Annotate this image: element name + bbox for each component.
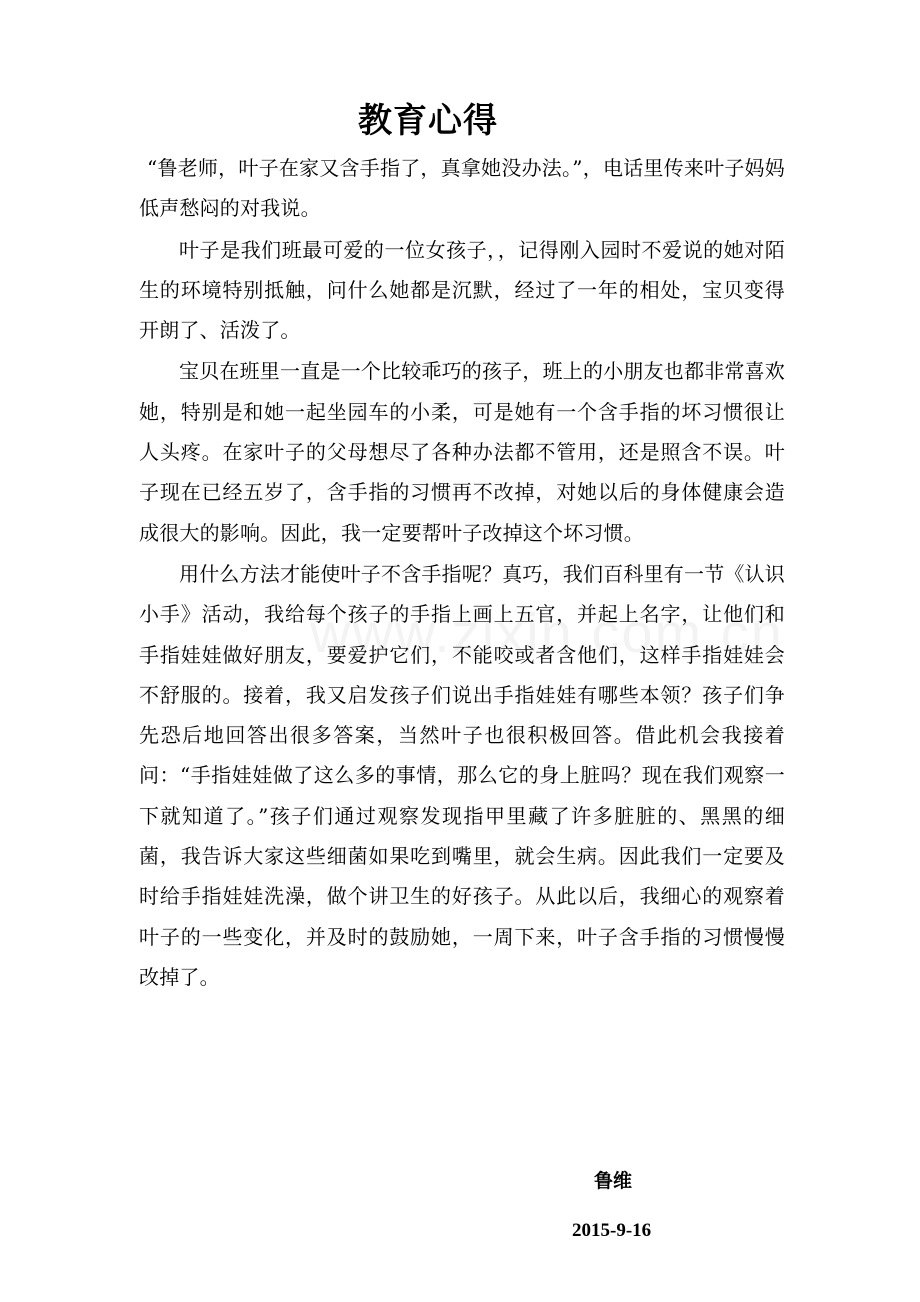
paragraph: “鲁老师，叶子在家又含手指了，真拿她没办法。”，电话里传来叶子妈妈低声愁闷的对我说。: [139, 156, 785, 221]
paragraph: 叶子是我们班最可爱的一位女孩子，，记得刚入园时不爱说的她对陌生的环境特别抵触，问什么她都是沉默，经过了一年的相处，宝贝变得开朗了、活泼了。: [139, 237, 785, 343]
author-signature: 鲁维: [594, 1170, 633, 1192]
paragraph: 宝贝在班里一直是一个比较乖巧的孩子，班上的小朋友也都非常喜欢她，特别是和她一起坐园车的小柔，可是她有一个含手指的坏习惯很让人头疼。在家叶子的父母想尽了各种办法都不管用，还是照含不误。叶子现在已经五岁了，含手指的习惯再不改掉，对她以后的身体健康会造成很大的影响。因此，我一定要帮叶子改掉这个坏习惯。: [139, 359, 785, 545]
document-body: [139, 148, 785, 997]
paragraph: 用什么方法才能使叶子不含手指呢？真巧，我们百科里有一节《认识小手》活动，我给每个孩子的手指上画上五官，并起上名字，让他们和手指娃娃做好朋友，要爱护它们，不能咬或者含他们，这样手指娃娃会不舒服的。接着，我又启发孩子们说出手指娃娃有哪些本领？孩子们争先恐后地回答出很多答案，当然叶子也很积极回答。借此机会我接着问：“手指娃娃做了这么多的事情，那么它的身上脏吗？现在我们观察一下就知道了。”孩子们通过观察发现指甲里藏了许多脏脏的、黑黑的细菌，我告诉大家这些细菌如果吃到嘴里，就会生病。因此我们一定要及时给手指娃娃洗澡，做个讲卫生的好孩子。从此以后，我细心的观察着叶子的一些变化，并及时的鼓励她，一周下来，叶子含手指的习惯慢慢改掉了。: [139, 561, 785, 989]
document-title: 教育心得: [358, 101, 498, 141]
document-date: 2015-9-16: [572, 1220, 652, 1241]
